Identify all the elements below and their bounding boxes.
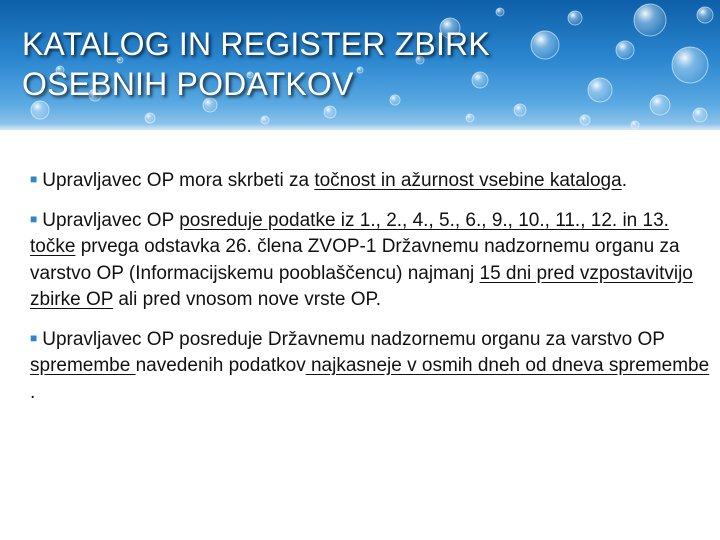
banner-bottom-edge	[0, 124, 720, 130]
underlined-text: spremembe	[30, 355, 136, 376]
underlined-text: najkasneje v osmih dneh od dneva spremembe	[305, 355, 710, 376]
underlined-text: posreduje podatke iz 1., 2., 4., 5., 6., 9., 10., 11., 12. in 13. točke	[30, 209, 669, 257]
square-bullet-icon: ■	[30, 172, 38, 186]
slide-title-line-2: OSEBNIH PODATKOV	[22, 66, 354, 102]
square-bullet-icon: ■	[30, 211, 38, 226]
bullet-paragraph-1: ■ Upravljavec OP mora skrbeti za točnost in ažurnost vsebine kataloga.	[30, 166, 718, 195]
slide-body	[30, 166, 718, 417]
slide-title	[22, 24, 490, 104]
slide-title-line-1: KATALOG IN REGISTER ZBIRK	[22, 26, 490, 62]
underlined-text: 15 dni pred vzpostavitvijo zbirke OP	[30, 262, 693, 310]
square-bullet-icon: ■	[30, 330, 38, 345]
bullet-paragraph-2: ■ Upravljavec OP posreduje podatke iz 1., 2., 4., 5., 6., 9., 10., 11., 12. in 13. točke prvega odstavka 26. člena ZVOP-1 Državnemu nadzornemu organu za varstvo OP (Informacijskemu pooblaščencu) najmanj 15 dni pred vzpostavitvijo zbirke OP ali pred vnosom nove vrste OP.	[30, 206, 718, 314]
title-banner	[0, 0, 720, 130]
underlined-text: točnost in ažurnost vsebine kataloga	[314, 170, 622, 191]
bullet-paragraph-3: ■ Upravljavec OP posreduje Državnemu nadzornemu organu za varstvo OP spremembe navedenih podatkov najkasneje v osmih dneh od dneva spremembe .	[30, 325, 718, 407]
